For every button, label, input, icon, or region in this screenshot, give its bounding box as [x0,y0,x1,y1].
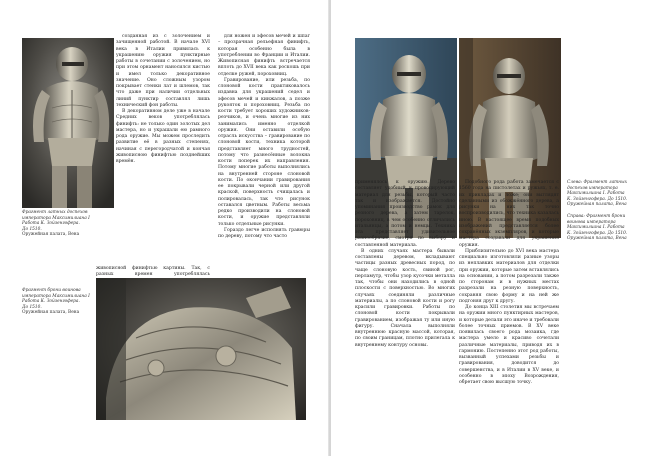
left-page [0,0,329,456]
caption-top-left [22,210,112,238]
caption-line: Оружейная палата, Вена [567,202,627,208]
caption-line: доспехов императора [567,185,618,191]
caption-line: Справа: Фрагмент брони [567,214,626,219]
paragraph: Подобного рода работа замечается с 1560 года на пистолетах и ружьях, т. е. их прикладах и ложе; они выглядят сделанными из обожжённого дерева, а рисунки на них так точно воспроизводились, что техника казалась иною. В настоящее время подобных изображений представляется более сохранённых экземпляров, и которые мастера создавали для украшения оружия. [459,180,559,248]
caption-line: К. Зойзенгофера. До 1510. [567,196,628,202]
caption-line: Фрагмент латных доспехов [22,210,88,215]
right-column-2 [459,180,559,420]
caption-right-bottom [567,214,651,242]
paragraph: Гораздо легче исполнять гравюры по дереву, потому что часто [218,227,310,239]
paragraph: созданная из с золочением и зачищенной работой. В начале XVI века в Италии привилась к украшению оружия пунктирные работы в сочетании с золочением, но при этом орнамент наносился кистью и имел только декоративное значение. Оно сложным узором покрывает стенки лат и шлемов, так что даже при наличии отдельных линий пунктир составлял лишь технический фон работы. [116,34,210,108]
paragraph: В декоративном деле уже в начале Средних веков употреблялась финифть: не только один золотых дел мастера, но и украшали ею рамного рода оружие. Мы можем проследить развитие её в разных степенях, начиная с перегородчатой и кончая живописною финифтью позднейших времён. [116,109,210,164]
caption-line: императора Максимилиана I [22,293,90,299]
caption-line: До 1510. [22,226,42,232]
caption-line: Оружейная палата, Вена [567,236,627,242]
caption-line: Максимилиана I. Работа [567,191,625,197]
caption-line: До 1510. [22,304,42,310]
caption-line: Максимилиана I. Работа [567,225,625,231]
paragraph: В одних случаях мастера бывали составлены деревом, вкладывают частицы разных древесных пород, по чаще слоновую кость, свиной рог, перламутр, чтобы узор кусочки металла так, чтобы они находились в одной плоскости с поверхностью. Во многих случаях соединяли различные материалы, а по слоновой кости и рогу красили гравировки. Работы по слоновой кости покрывали гравированием, изображая ту или иную фигуру. Сначала выполняли внутреннюю красную массой, которая, по своим границам, плотно прилегала к внутреннему контуру основы. [355,248,455,348]
armor-photo-bottom-left [96,278,306,420]
paragraph: Гравирование, или резьба, по слоновой кости практиковалось издавна для украшений седел и эфесов мечей и кинжалов, а позже рукояток и пороховниц. Резьба по кости требует хороших художников-резчиков, и очень многие из них занимались именно отделкой оружия. Они оставили особую отрасль искусства – гравирование по слоновой кости, техника которой представляет много трудностей, потому что разнесённые волокна кости поперек их направления. Потому многие работы выполнялись на внутренней стороне слоновой кости. По окончании гравирования ее покрывали черной или другой краской, поверхность счищалась и полировалась, так что рисунок оставался цветным. Работы весьма редко производили на слоновой кости, и оружие представляли только отдельные рисунки. [218,77,310,227]
caption-location: Оружейная палата, Вена [22,310,80,316]
caption-line: императора Максимилиана I [22,215,90,221]
paragraph: применялось к оружию. Дерево составляет удобный и провоцирующий материал для резьбы, который часто так и изображается. Достойно упоминания производство рамок для резного дерева, а затем тарелок, пороховниц, в чем особенно отличались итальянцы, а потом и немцы. Техника эта представляет удивительное разнообразие, смотря по выбору и составленной материала. [355,180,455,248]
caption-line: Слева: Фрагмент латных [567,180,627,185]
caption-line: Работа К. Зойзенгофера. [22,299,80,305]
paragraph: живописной финифтью картины. Так, с разных времен употреблялась [96,266,210,278]
caption-line: воинова императора [567,219,616,225]
left-column-1 [116,34,210,264]
paragraph: До конца XIII столетия мы встречаем на оружии много пунктирных мастеров, и которые делали это иначе и требовали более точных приемов. В XV веке появилась своего рода мозаика, где мастера умело и красиво сочетали различные материалы, приводя их в гармонию. Постепенно этот род работы, вызванный успехами резьбы и гравирования, доводится до совершенства, и в Италии в XV веке, и особенно в эпоху Возрождения, обретает свою высшую точку. [459,305,559,385]
right-page [331,0,659,456]
paragraph: Приблизительно до XVI века мастера специально изготовляли разные узоры из неплавких материалов для отделки при оружии, которые затем вставлялись на основании, а потом разрезали также по сторонам и в нужных местах разрезали на резную поверхность, сохраняя свою форму и на ней же подгоняя друг к другу. [459,248,559,304]
armor-figure-illustration [22,38,114,208]
left-column-2 [218,34,310,274]
caption-right-top [567,180,651,208]
right-column-1 [355,180,455,420]
horse-armor-illustration [96,278,306,420]
caption-line: К. Зойзенгофера. До 1510. [567,230,628,236]
paragraph: для ножен и эфесов мечей и шпаг – прозрачная рельефная финифть, которая особенно была в употреблении во Франции и Италии. Живописная финифть встречается вплоть до XVII века как роскошь при отделке ружей, пороховниц. [218,34,310,77]
caption-line: Работа К. Зойзенгофера. [22,221,80,227]
armor-photo-top-left [22,38,114,208]
caption-location: Оружейная палата, Вена [22,232,80,238]
caption-line: Фрагмент брони воинова [22,288,81,293]
